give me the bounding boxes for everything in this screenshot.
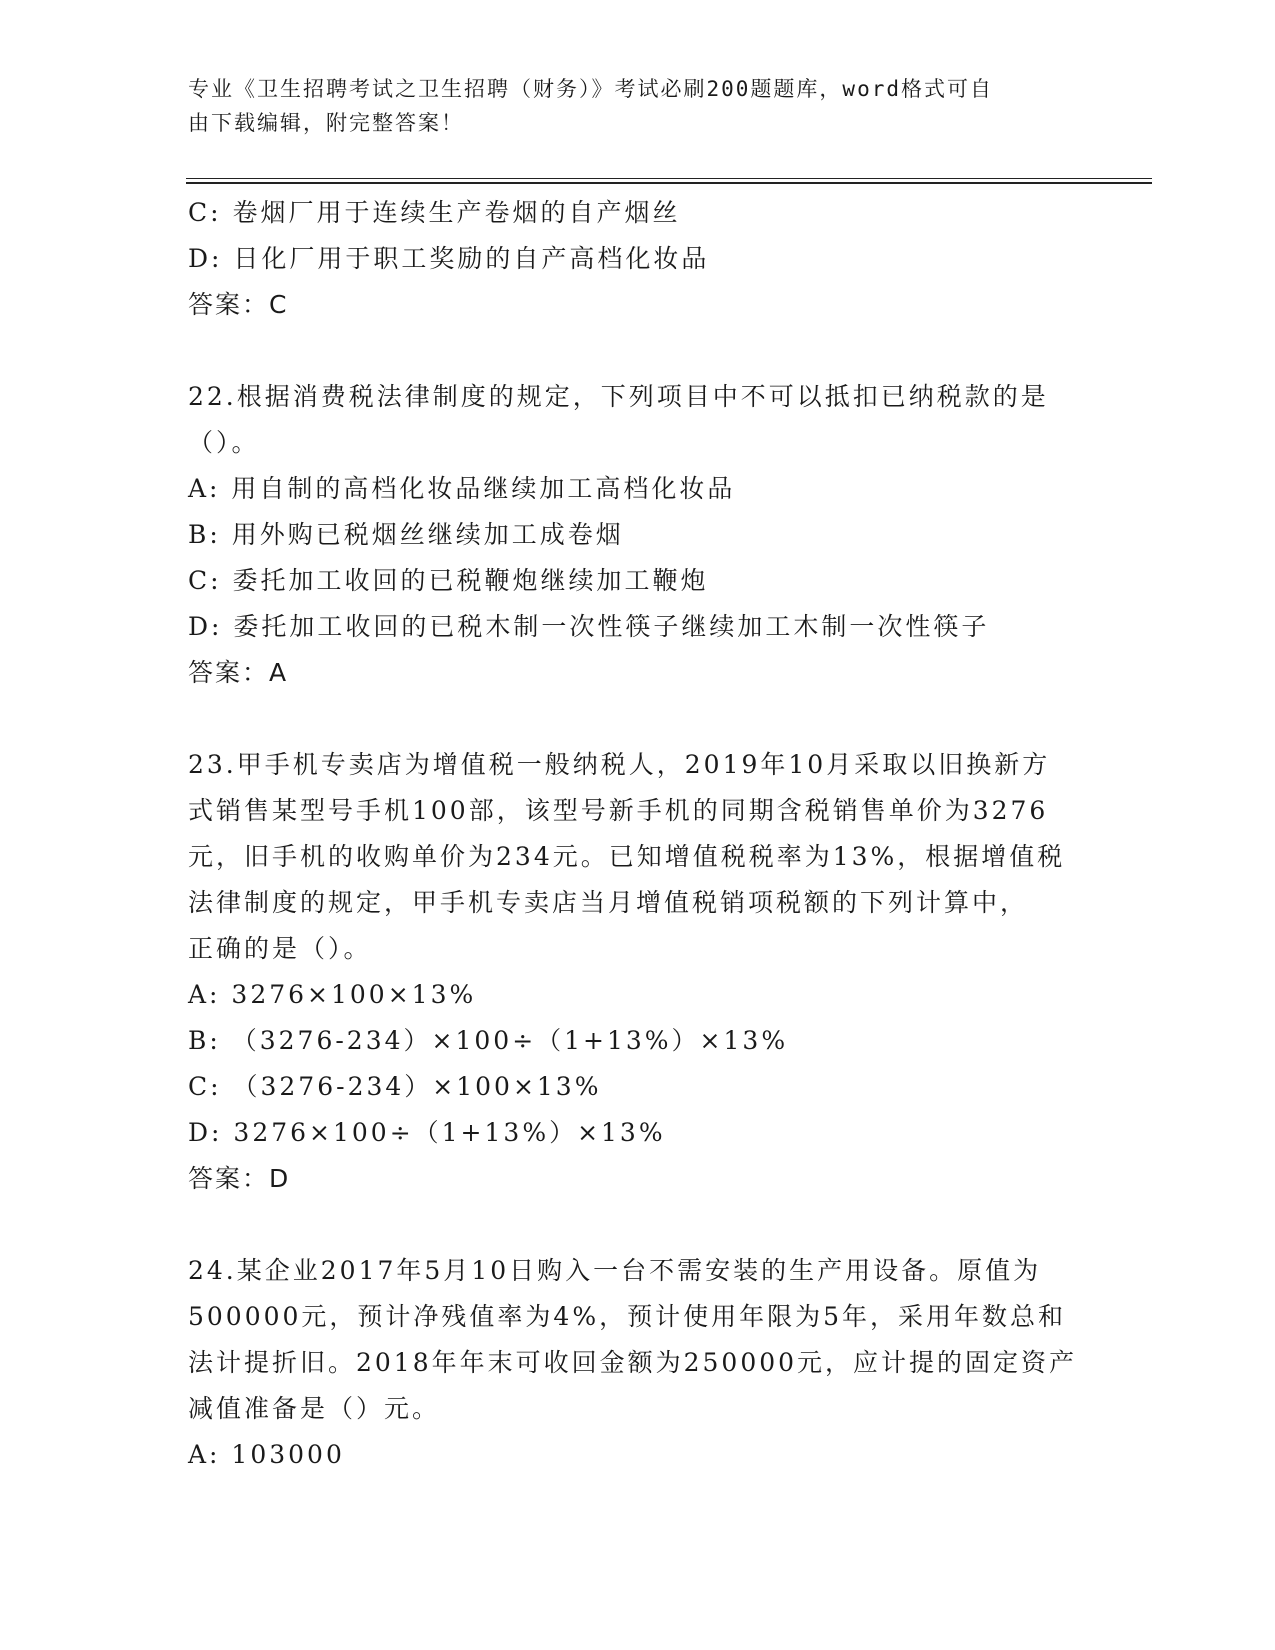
question-stem-line: （）。 — [188, 428, 260, 457]
answer-line: 答案：C — [188, 290, 289, 319]
option-d: D: 3276×100÷（1+13%）×13% — [188, 1118, 666, 1147]
question-21 — [188, 190, 1088, 328]
answer-line: 答案：D — [188, 1164, 291, 1193]
question-stem-line: 减值准备是（）元。 — [188, 1394, 441, 1423]
question-stem-line: 23.甲手机专卖店为增值税一般纳税人，2019年10月采取以旧换新方 — [188, 750, 1051, 779]
header-divider-thick — [186, 182, 1152, 184]
question-24 — [188, 1248, 1088, 1478]
question-stem-line: 22.根据消费税法律制度的规定，下列项目中不可以抵扣已纳税款的是 — [188, 382, 1049, 411]
question-stem-line: 元，旧手机的收购单价为234元。已知增值税税率为13%，根据增值税 — [188, 842, 1066, 871]
option-c: C: （3276-234）×100×13% — [188, 1072, 602, 1101]
option-a: A: 103000 — [188, 1440, 345, 1469]
question-23 — [188, 742, 1088, 1202]
question-stem-line: 24.某企业2017年5月10日购入一台不需安装的生产用设备。原值为 — [188, 1256, 1042, 1285]
option-d: D: 日化厂用于职工奖励的自产高档化妆品 — [188, 244, 710, 273]
spacer — [188, 696, 1088, 742]
question-stem-line: 法计提折旧。2018年年末可收回金额为250000元，应计提的固定资产 — [188, 1348, 1078, 1377]
document-header — [188, 72, 1068, 140]
option-d: D: 委托加工收回的已税木制一次性筷子继续加工木制一次性筷子 — [188, 612, 990, 641]
spacer — [188, 328, 1088, 374]
header-line-1: 专业《卫生招聘考试之卫生招聘（财务）》考试必刷200题题库，word格式可自 — [188, 77, 993, 101]
question-22 — [188, 374, 1088, 696]
option-a: A: 用自制的高档化妆品继续加工高档化妆品 — [188, 474, 736, 503]
answer-line: 答案：A — [188, 658, 289, 687]
question-content — [188, 190, 1088, 1478]
header-divider-thin — [186, 178, 1152, 179]
option-c: C: 委托加工收回的已税鞭炮继续加工鞭炮 — [188, 566, 709, 595]
question-stem-line: 正确的是（）。 — [188, 934, 372, 963]
option-b: B: （3276-234）×100÷（1+13%）×13% — [188, 1026, 789, 1055]
question-stem-line: 法律制度的规定，甲手机专卖店当月增值税销项税额的下列计算中， — [188, 888, 1029, 917]
question-stem-line: 500000元，预计净残值率为4%，预计使用年限为5年，采用年数总和 — [188, 1302, 1067, 1331]
spacer — [188, 1202, 1088, 1248]
question-stem-line: 式销售某型号手机100部，该型号新手机的同期含税销售单价为3276 — [188, 796, 1049, 825]
option-c: C: 卷烟厂用于连续生产卷烟的自产烟丝 — [188, 198, 681, 227]
option-b: B: 用外购已税烟丝继续加工成卷烟 — [188, 520, 624, 549]
header-line-2: 由下载编辑，附完整答案！ — [188, 111, 464, 135]
option-a: A: 3276×100×13% — [188, 980, 477, 1009]
